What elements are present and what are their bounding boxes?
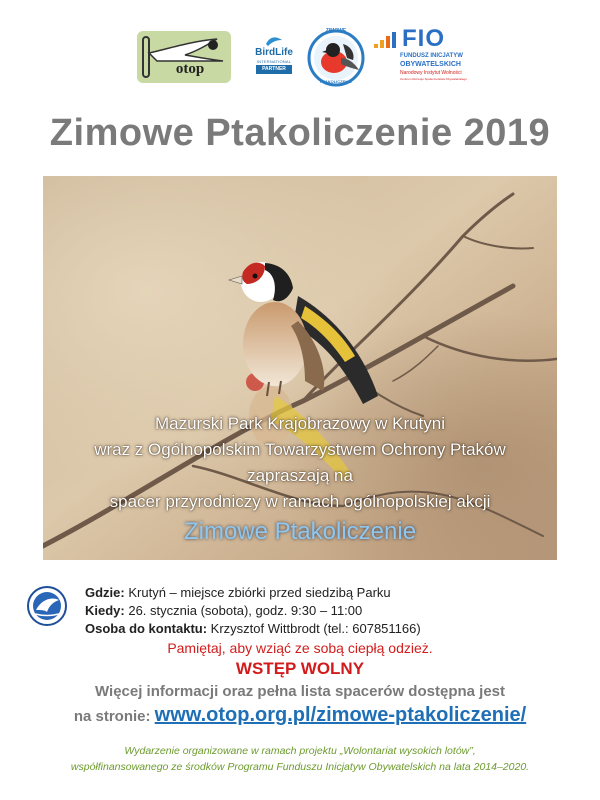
invitation-line-2: wraz z Ogólnopolskim Towarzystwem Ochrony Ptaków [94,440,506,459]
reminder-text: Pamiętaj, aby wziąć ze sobą ciepłą odzież. [167,640,433,656]
fio-mark: FIO [402,25,445,52]
birdlife-international: INTERNATIONAL [256,59,292,64]
detail-when [85,603,362,618]
ptakoliczenie-arc-text: PTAKOLICZENIE [320,79,352,84]
footer-line-2: współfinansowanego ze środków Programu Funduszu Inicjatyw Obywatelskich na lata 2014–2020. [70,761,530,773]
website-link[interactable]: www.otop.org.pl/zimowe-ptakoliczenie/ [154,704,527,726]
page-title: Zimowe Ptakoliczenie 2019 [49,112,551,154]
invitation-line-3: zapraszają na [247,466,353,485]
detail-where [85,585,391,600]
campaign-name: Zimowe Ptakoliczenie [183,518,417,545]
fio-line2: OBYWATELSKICH [400,61,461,68]
website-line [0,704,600,727]
contact-label: Osoba do kontaktu: [85,621,208,636]
goldfinch-photo [43,176,557,560]
fio-logo [372,25,467,90]
more-info-text: Więcej informacji oraz pełna lista spacerów dostępna jest [95,683,505,700]
fio-line3: Narodowy Instytut Wolności [400,70,462,76]
website-prefix: na stronie: [73,708,155,725]
detail-contact [85,621,421,636]
invitation-line-1: Mazurski Park Krajobrazowy w Krutyni [154,414,446,433]
birdlife-partner-badge: PARTNER [256,65,292,74]
where-label: Gdzie: [85,585,125,600]
park-bird-icon [27,586,67,626]
otop-logo [137,31,231,83]
when-label: Kiedy: [85,603,125,618]
contact-value: Krzysztof Wittbrodt (tel.: 607851166) [207,621,421,636]
free-entry-text: WSTĘP WOLNY [235,659,365,678]
birdlife-bird-icon [264,34,284,48]
where-value: Krutyń – miejsce zbiórki przed siedzibą Parku [124,585,391,600]
fio-line4: Centrum Rozwoju Społeczeństwa Obywatelskiego [400,77,467,81]
zimowe-arc-text: ZIMOWE [325,28,347,34]
birdlife-name: BirdLife [255,47,293,58]
invitation-line-4: spacer przyrodniczy w ramach ogólnopolskiej akcji [109,492,491,511]
otop-logo-text: otop [175,61,205,77]
park-logo [27,586,67,626]
when-value: 26. stycznia (sobota), godz. 9:30 – 11:00 [124,603,363,618]
fio-dots-icon [372,28,402,52]
fio-line1: FUNDUSZ INICJATYW [400,53,463,59]
zimowe-ptakoliczenie-logo [303,28,369,88]
birdlife-logo [250,34,298,78]
footer-line-1: Wydarzenie organizowane w ramach projektu „Wolontariat wysokich lotów”, [124,745,476,757]
